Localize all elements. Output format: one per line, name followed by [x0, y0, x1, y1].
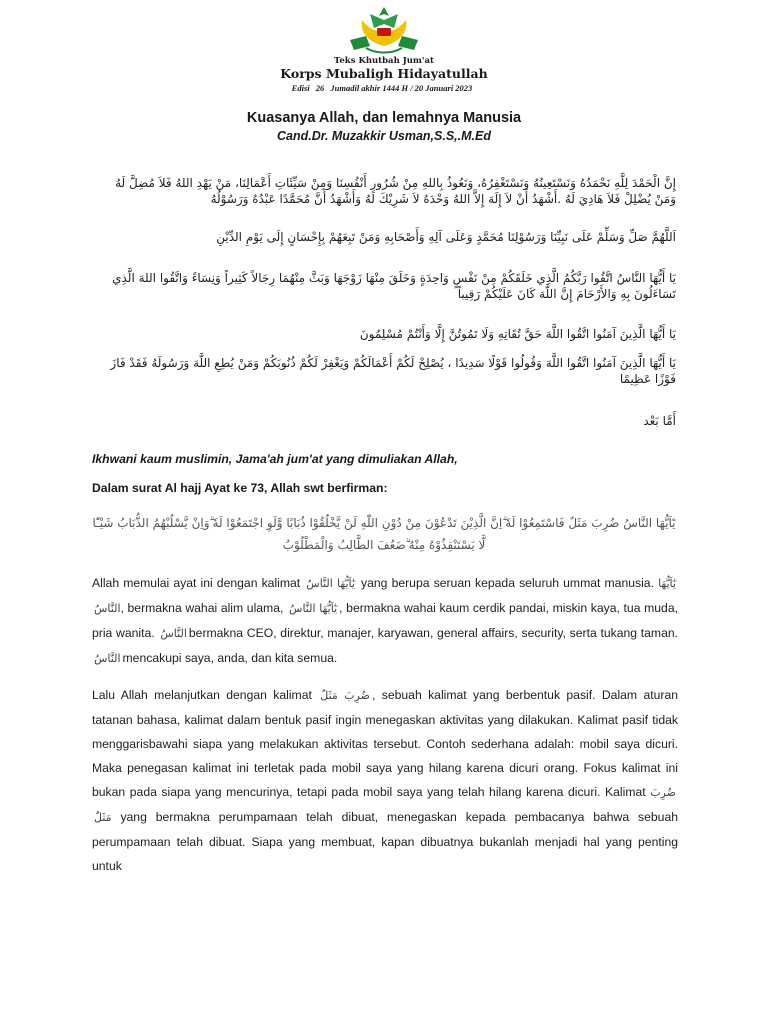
paragraph-1-arabic-1: يٰٓاَيُّهَا النَّاسُ [306, 577, 355, 590]
paragraph-1-arabic-3: يٰٓاَيُّهَا النَّاسُ [289, 602, 338, 615]
kmh-logo [340, 6, 428, 56]
amma-badu: أَمَّا بَعْد [643, 414, 676, 428]
paragraph-2-arabic-1: ضُرِبَ مَثَلٌ [320, 689, 371, 702]
verse-an-nisa: يَا أَيُّهَا النَّاسُ اتَّقُوا رَبَّكُمُ الَّذِي خَلَقَكُمْ مِنْ نَفْسٍ وَاحِدَةٍ وَخَلَقَ مِنْهَا زَوْجَهَا وَبَثَّ مِنْهُمَا رِجَالاً كَثِيراً وَنِسَاءً وَاتَّقُوا اللهَ الَّذِي تَسَاءَلُونَ بِهِ وَالأَرْحَامَ إِنَّ اللَّهَ كَانَ عَلَيْكُمْ رَقِيباً [112, 271, 676, 301]
paragraph-2-arabic-2: ضُرِبَ مَثَلٌ [94, 786, 676, 824]
paragraph-1-arabic-4: النَّاسُ [160, 627, 187, 640]
paragraph-1-text-3: , bermakna wahai alim ulama, [120, 601, 284, 615]
sermon-author: Cand.Dr. Muzakkir Usman,S.S,.M.Ed [277, 129, 491, 143]
paragraph-1-arabic-5: النَّاسُ [94, 652, 121, 665]
paragraph-1-text-4: , bermakna wahai kaum cerdik pandai, miskin kaya, tua muda, pria wanita. [92, 601, 678, 640]
paragraph-2-text-2: , sebuah kalimat yang berbentuk pasif. Dalam aturan tatanan bahasa, kalimat dalam bentuk pasif ingin menegaskan aktivitas yang dilakukan. Kalimat pasif tidak menggarisbawahi siapa yang melakukan aktivitas tersebut. Contoh sederhana adalah: mobil saya dicuri. Maka penegasan kalimat ini terletak pada mobil saya yang hilang karena dicuri orang. Fokus kalimat ini bukan pada siapa yang mencurinya, tetapi pada mobil saya yang telah hilang karena dicuri. Kalimat [92, 688, 678, 799]
greeting: Ikhwani kaum muslimin, Jama'ah jum'at yang dimuliakan Allah, [92, 452, 458, 466]
paragraph-1-text-1: Allah memulai ayat ini dengan kalimat [92, 576, 301, 590]
paragraph-2 [92, 683, 678, 878]
surah-intro: Dalam surat Al hajj Ayat ke 73, Allah swt berfirman: [92, 481, 388, 495]
verse-ali-imran: يَا أَيُّهَا الَّذِينَ آمَنُوا اتَّقُوا اللَّهَ حَقَّ تُقَاتِهِ وَلَا تَمُوتُنَّ إِلَّا وَأَنْتُمْ مُسْلِمُونَ [359, 327, 676, 341]
paragraph-1-arabic-2: يٰٓاَيُّهَا النَّاسُ [94, 577, 676, 615]
paragraph-1-text-6: mencakupi saya, anda, dan kita semua. [122, 651, 338, 665]
paragraph-1-text-2: yang berupa seruan kepada seluruh ummat manusia. [361, 576, 654, 590]
opening-hamdalah: إِنَّ الْحَمْدَ لِلَّهِ نَحْمَدُهُ وَنَسْتَعِينُهُ وَنَسْتَغْفِرُهُ، وَنَعُوذُ بِاللهِ مِنْ شُرُورِ أَنْفُسِنَا وَمِنْ سَيِّئَاتِ أَعْمَالِنَا، مَنْ يَهْدِ اللهُ فَلاَ مُضِلَّ لَهُ وَمَنْ يُضْلِلْ فَلاَ هَادِيَ لَهُ .أَشْهَدُ أَنْ لاَ إِلَهَ إِلاَّ اللهُ وَحْدَهُ لاَ شَرِيْكَ لَهُ وَأَشْهَدُ أَنَّ مُحَمَّدًا عَبْدُهُ وَرَسُوْلُهُ [115, 176, 676, 206]
verse-al-ahzab: يَا أَيُّهَا الَّذِينَ آمَنُوا اتَّقُوا اللَّهَ وَقُولُوا قَوْلًا سَدِيدًا ، يُصْلِحْ لَكُمْ أَعْمَالَكُمْ وَيَغْفِرْ لَكُمْ ذُنُوبَكُمْ وَمَنْ يُطِعِ اللَّهَ وَرَسُولَهُ فَقَدْ فَازَ فَوْزًا عَظِيمًا [110, 356, 676, 386]
edition-label: Edisi [291, 83, 310, 93]
paragraph-2-text-3: yang bermakna perumpamaan telah dibuat, menegaskan kepada pembacanya bahwa sebuah perumpamaan telah dibuat. Siapa yang membuat, kapan dibuatnya bukanlah menjadi hal yang penting untuk [92, 810, 679, 873]
quran-verse-al-hajj-73: يٰٓاَيُّهَا النَّاسُ ضُرِبَ مَثَلٌ فَاسْتَمِعُوْا لَهٗ ۗاِنَّ الَّذِيْنَ تَدْعُوْنَ مِنْ دُوْنِ اللّٰهِ لَنْ يَّخْلُقُوْا ذُبَابًا وَّلَوِ اجْتَمَعُوْا لَهٗ ۗوَاِنْ يَّسْلُبْهُمُ الذُّبَابُ شَيْـًٔا لَّا يَسْتَنْقِذُوْهُ مِنْهُ ۗضَعُفَ الطَّالِبُ وَالْمَطْلُوْبُ [92, 516, 676, 552]
paragraph-2-text-1: Lalu Allah melanjutkan dengan kalimat [92, 688, 312, 702]
edition-line [0, 83, 768, 93]
sermon-title: Kuasanya Allah, dan lemahnya Manusia [246, 110, 522, 126]
header-subtitle: Teks Khutbah Jum'at [334, 56, 434, 66]
edition-day: 26 [315, 83, 325, 93]
organization-name: Korps Mubaligh Hidayatullah [280, 66, 488, 81]
paragraph-1-text-5: bermakna CEO, direktur, manajer, karyawan, general affairs, security, serta tukang taman. [188, 626, 679, 640]
paragraph-1 [92, 571, 678, 671]
opening-shalawat: اَللَّهُمَّ صَلِّ وَسَلِّمْ عَلَى نَبِيِّنَا وَرَسُوْلِنَا مُحَمَّدٍ وَعَلَى آلِهِ وَأَصْحَابِهِ وَمَنْ تَبِعَهُمْ بِإِحْسَانٍ إِلَى يَوْمِ الدِّيْنِ [216, 230, 676, 244]
edition-date: Jumadil akhir 1444 H / 20 Januari 2023 [330, 83, 473, 93]
